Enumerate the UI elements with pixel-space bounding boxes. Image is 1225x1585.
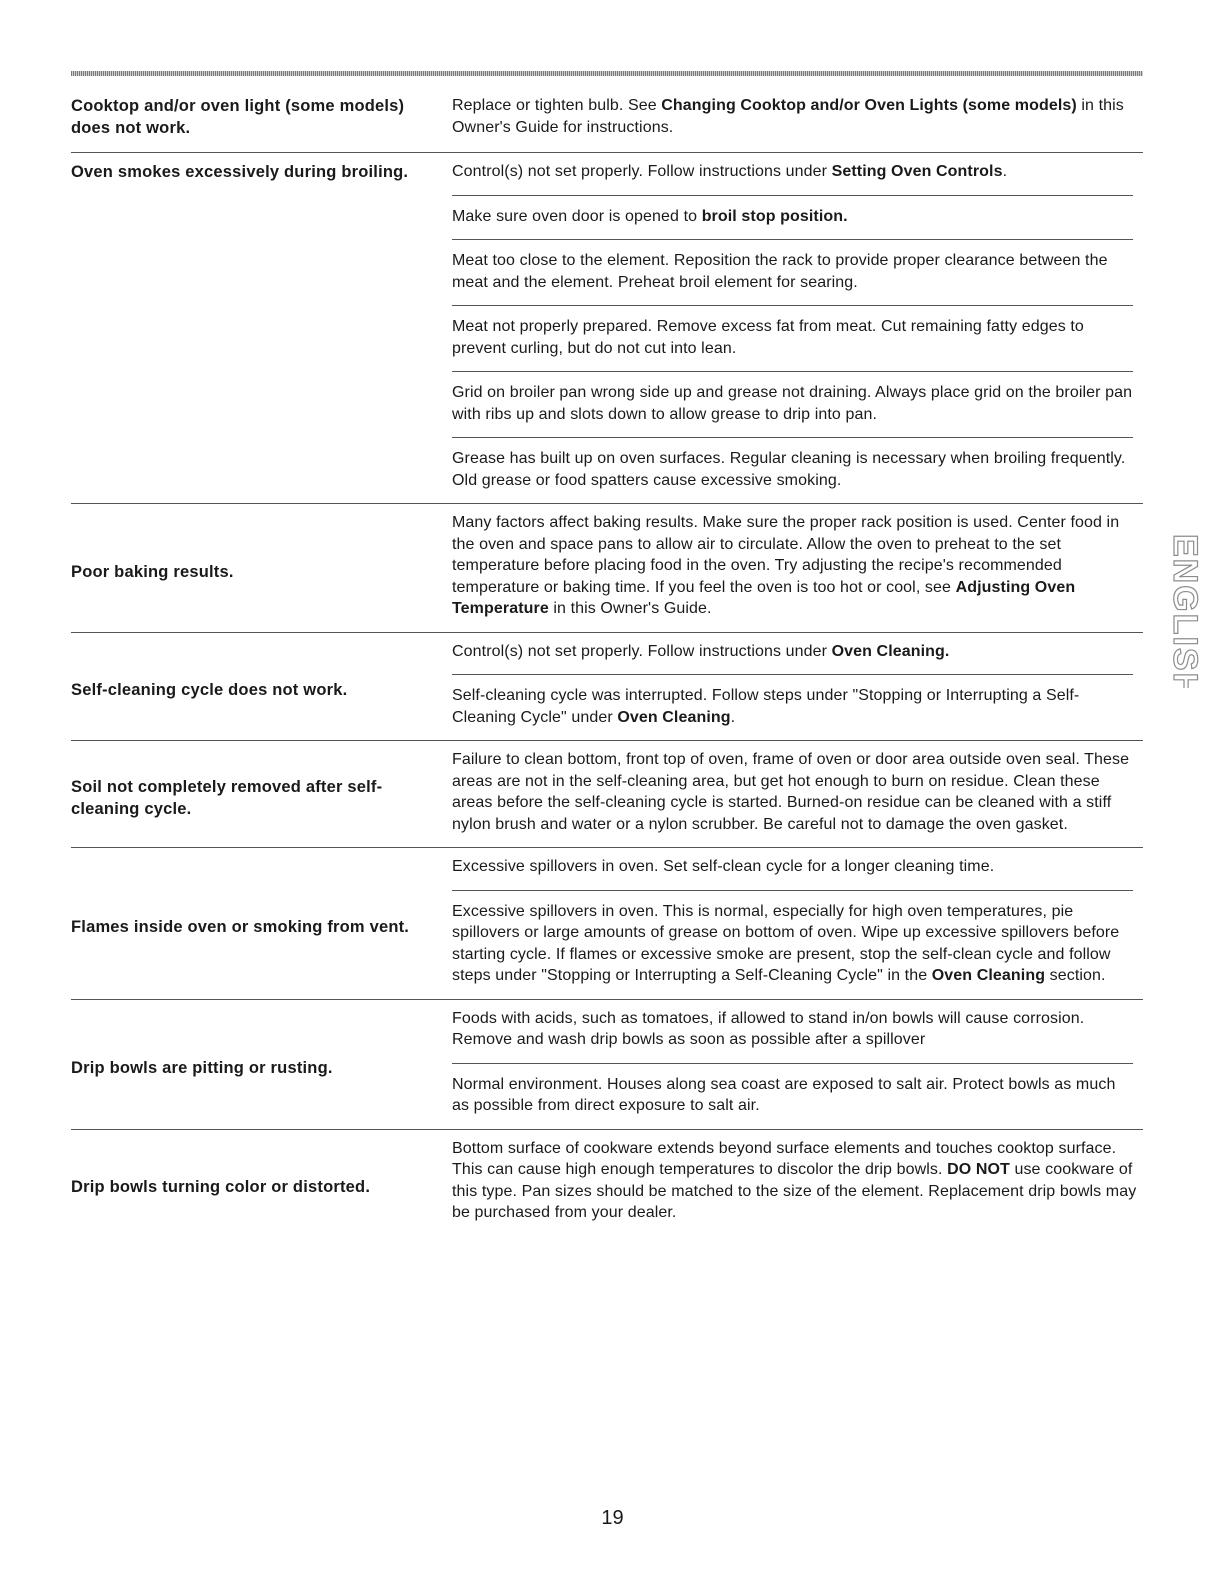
solution-list bbox=[452, 512, 1143, 632]
table-row bbox=[71, 848, 1143, 1000]
solution-list bbox=[452, 95, 1143, 150]
table-row bbox=[71, 504, 1143, 633]
solution-text: Make sure oven door is opened to broil stop position. bbox=[452, 195, 1133, 240]
solution-text: Foods with acids, such as tomatoes, if allowed to stand in/on bowls will cause corrosion. Remove and wash drip bowls as soon as possible after a spillover bbox=[452, 1009, 1085, 1048]
problem-text: Drip bowls are pitting or rusting. bbox=[71, 1059, 333, 1077]
side-tab-label: ENGLISH bbox=[1166, 534, 1204, 688]
solution-list bbox=[452, 641, 1143, 741]
solution-text: Meat too close to the element. Reposition the rack to provide proper clearance between the meat and the element. Preheat broil element for searing. bbox=[452, 239, 1133, 305]
table-row bbox=[71, 1000, 1143, 1130]
solution-list bbox=[452, 1138, 1143, 1236]
table-row bbox=[71, 93, 1143, 153]
solution-text: Control(s) not set properly. Follow instructions under Setting Oven Controls. bbox=[452, 163, 1008, 180]
solution-text: Control(s) not set properly. Follow instructions under Oven Cleaning. bbox=[452, 642, 950, 660]
problem-text: Self-cleaning cycle does not work. bbox=[71, 681, 348, 700]
problem-text: Poor baking results. bbox=[71, 562, 234, 581]
solution-list bbox=[452, 749, 1143, 847]
problem-text: Oven smokes excessively during broiling. bbox=[71, 163, 409, 181]
problem-text: Drip bowls turning color or distorted. bbox=[71, 1177, 371, 1196]
solution-text: Grid on broiler pan wrong side up and grease not draining. Always place grid on the broiler pan with ribs up and slots down to allow grease to drip into pan. bbox=[452, 371, 1133, 437]
problem-text: Cooktop and/or oven light (some models) does not work. bbox=[71, 97, 405, 137]
top-rule bbox=[71, 71, 1143, 76]
table-row bbox=[71, 633, 1143, 742]
solution-text: Grease has built up on oven surfaces. Regular cleaning is necessary when broiling frequently. Old grease or food spatters cause excessive smoking. bbox=[452, 437, 1133, 503]
solution-text: Normal environment. Houses along sea coast are exposed to salt air. Protect bowls as much as possible from direct exposure to salt air. bbox=[452, 1063, 1133, 1129]
language-side-tab bbox=[1156, 528, 1216, 688]
solution-list bbox=[452, 1008, 1143, 1129]
page-number: 19 bbox=[601, 1507, 624, 1529]
solution-list bbox=[452, 856, 1143, 999]
problem-text: Soil not completely removed after self-cleaning cycle. bbox=[71, 778, 383, 818]
solution-text: Meat not properly prepared. Remove excess fat from meat. Cut remaining fatty edges to prevent curling, but do not cut into lean. bbox=[452, 305, 1133, 371]
table-row bbox=[71, 741, 1143, 848]
problem-text: Flames inside oven or smoking from vent. bbox=[71, 918, 410, 937]
table-row bbox=[71, 1130, 1143, 1236]
solution-list bbox=[452, 161, 1143, 503]
solution-text: Self-cleaning cycle was interrupted. Follow steps under "Stopping or Interrupting a Self-Cleaning Cycle" under Oven Cleaning. bbox=[452, 674, 1133, 740]
solution-text: Excessive spillovers in oven. Set self-clean cycle for a longer cleaning time. bbox=[452, 858, 995, 875]
solution-text: Bottom surface of cookware extends beyond surface elements and touches cooktop surface. This can cause high enough temperatures to discolor the drip bowls. DO NOT use cookware of this type. Pan sizes should be matched to the size of the element. Replacement drip bowls may be purchased from your dealer. bbox=[452, 1139, 1137, 1221]
solution-text: Many factors affect baking results. Make sure the proper rack position is used. Center food in the oven and space pans to allow air to circulate. Allow the oven to preheat to the set temperature before placing food in the oven. Try adjusting the recipe's recommended temperature or baking time. If you feel the oven is too hot or cool, see Adjusting Oven Temperature in this Owner's Guide. bbox=[452, 514, 1120, 617]
troubleshooting-table bbox=[71, 93, 1143, 1236]
solution-text: Excessive spillovers in oven. This is normal, especially for high oven temperatures, pie spillovers or large amounts of grease on bottom of oven. Wipe up excessive spillovers before starting cycle. If flames or excessive smoke are present, stop the self-clean cycle and follow steps under "Stopping or Interrupting a Self-Cleaning Cycle" in the Oven Cleaning section. bbox=[452, 890, 1133, 999]
solution-text: Failure to clean bottom, front top of oven, frame of oven or door area outside oven seal. These areas are not in the self-cleaning area, but get hot enough to burn on residue. Clean these areas before the self-cleaning cycle is started. Burned-on residue can be cleaned with a stiff nylon brush and water or a nylon scrubber. Be careful not to damage the oven gasket. bbox=[452, 751, 1130, 833]
table-row bbox=[71, 153, 1143, 504]
solution-text: Replace or tighten bulb. See Changing Cooktop and/or Oven Lights (some models) in this Owner's Guide for instructions. bbox=[452, 97, 1124, 136]
